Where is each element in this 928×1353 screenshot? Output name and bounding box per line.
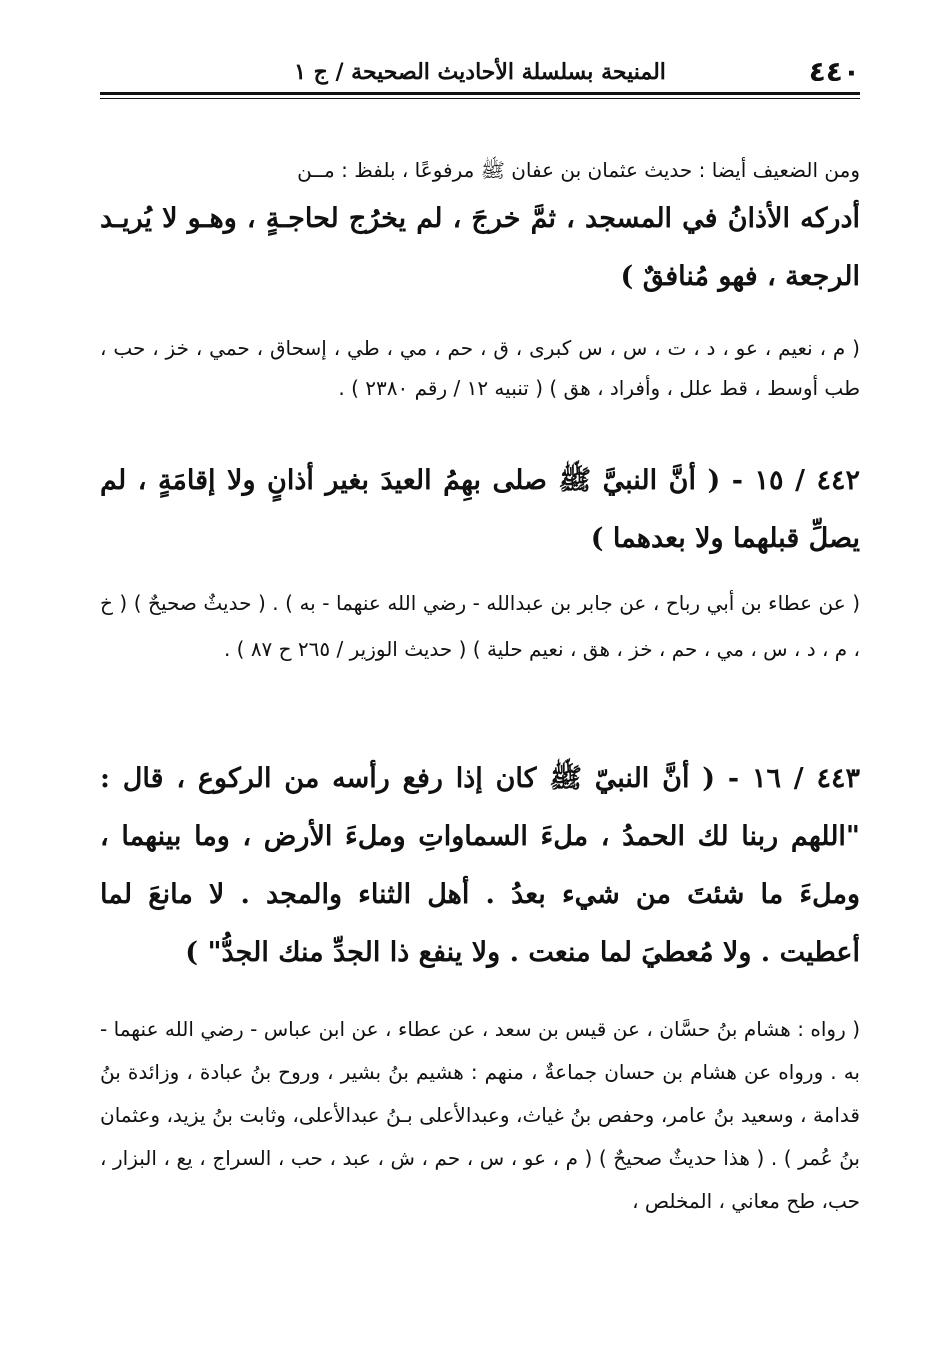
running-title: المنيحة بسلسلة الأحاديث الصحيحة / ج ١ [294,59,666,85]
weak-hadith-sources-block [100,328,860,408]
hadith-443-text: ٤٤٣ / ١٦ - ( أنَّ النبيّ ﷺ كان إذا رفع رأسه من الركوع ، قال : "اللهم ربنا لك الحمدُ ، ملءَ السماواتِ وملءَ الأرض ، وما بينهما ، وملءَ ما شئتَ من شيء بعدُ . أهل الثناء والمجد . لا مانعَ لما أعطيت . ولا مُعطيَ لما منعت . ولا ينفع ذا الجدِّ منك الجدُّ" ) [100,763,860,968]
weak-intro-text: ومن الضعيف أيضا : حديث عثمان بن عفان ﷺ مرفوعًا ، بلفظ : مــن [297,158,860,182]
hadith-443-sources-block [100,1008,860,1223]
hadith-442-sources-block [100,580,860,672]
hadith-443-sources: ( رواه : هشام بنُ حسَّان ، عن قيس بن سعد ، عن عطاء ، عن ابن عباس - رضي الله عنهما - به . ورواه عن هشام بن حسان جماعةٌ ، منهم : هشيم بنُ بشير ، وروح بنُ عبادة ، وزائدة بنُ قدامة ، وسعيد بنُ عامر، وحفص بنُ غياث، وعبدالأعلى بـنُ عبدالأعلى، وثابت بنُ يزيد، وعثمان بنُ عُمر ) . ( هذا حديثٌ صحيحٌ ) ( م ، عو ، س ، حم ، ش ، عبد ، حب ، السراج ، يع ، البزار ، حب، طح معاني ، المخلص ، [100,1017,860,1213]
hadith-443-block [100,750,860,982]
hadith-442-block [100,452,860,568]
weak-hadith-intro [100,150,860,190]
page-header [100,52,860,92]
weak-hadith-text: أدركه الأذانُ في المسجد ، ثمَّ خرجَ ، لم يخرُج لحاجـةٍ ، وهـو لا يُريـد الرجعة ، فهو مُنافقٌ ) [100,203,860,292]
weak-hadith-text-block [100,190,860,306]
header-rule-thick [100,92,860,95]
hadith-442-sources: ( عن عطاء بن أبي رباح ، عن جابر بن عبدالله - رضي الله عنهما - به ) . ( حديثٌ صحيحٌ ) ( خ ، م ، د ، س ، مي ، حم ، خز ، هق ، نعيم حلية ) ( حديث الوزير / ٢٦٥ ح ٨٧ ) . [100,591,860,661]
hadith-442-text: ٤٤٢ / ١٥ - ( أنَّ النبيَّ ﷺ صلى بهِمُ العيدَ بغير أذانٍ ولا إقامَةٍ ، لم يصلِّ قبلهما ولا بعدهما ) [100,465,860,554]
header-rule-thin [100,98,860,99]
weak-hadith-sources: ( م ، نعيم ، عو ، د ، ت ، س ، س كبرى ، ق ، حم ، مي ، طي ، إسحاق ، حمي ، خز ، حب ، طب أوسط ، قط علل ، وأفراد ، هق ) ( تنبيه ١٢ / رقم ٢٣٨٠ ) . [100,336,860,400]
page-number: ٤٤٠ [808,55,860,88]
